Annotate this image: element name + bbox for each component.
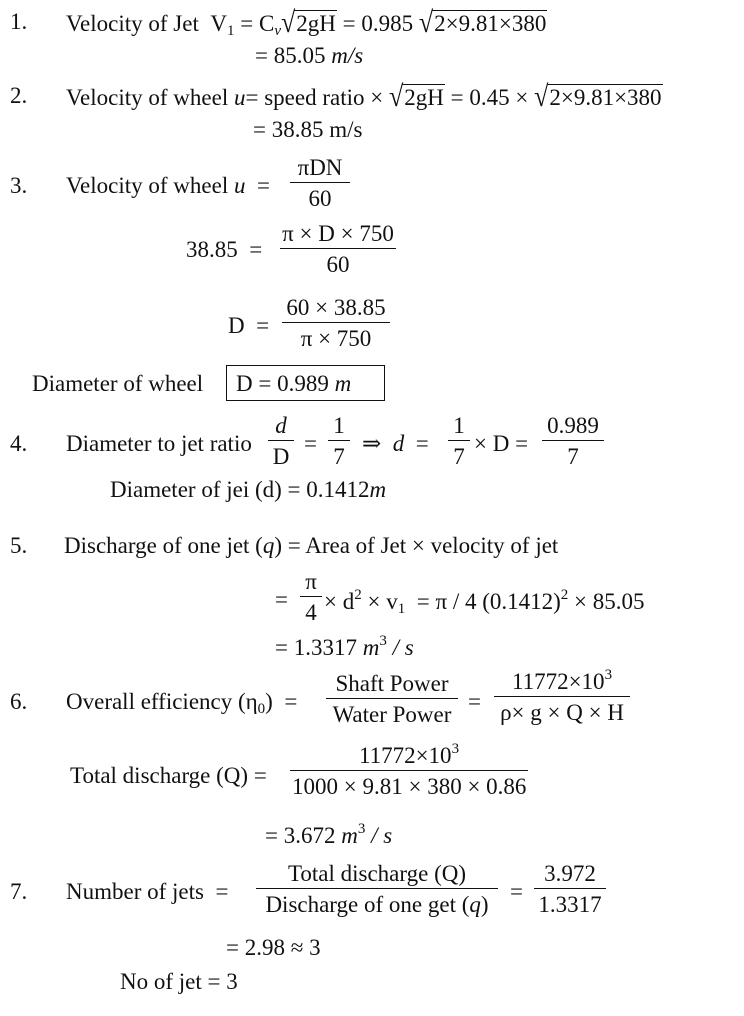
superscript: 3 <box>451 741 460 757</box>
step1-label: Velocity of Jet <box>66 11 199 36</box>
equals: = <box>275 635 288 660</box>
u-symbol: u <box>233 173 246 198</box>
sqrt-sign: √ <box>388 79 404 114</box>
sqrt-expression: 2×9.81×380 <box>434 11 547 36</box>
diameter-label: Diameter of wheel <box>32 371 204 396</box>
numerator: 0.989 <box>547 413 599 438</box>
jet-diameter-label: Diameter of jei (d) <box>110 477 282 502</box>
numerator <box>494 668 630 696</box>
diameter-result <box>236 372 351 395</box>
equals: = <box>253 117 266 142</box>
subscript: v <box>274 23 281 39</box>
velocity-symbol: V <box>210 11 227 36</box>
step2-label: Velocity of wheel <box>66 85 229 110</box>
sqrt-sign: √ <box>418 5 434 40</box>
denominator-text: Discharge of one get ( <box>265 892 470 917</box>
equals: = <box>256 313 270 338</box>
speed-ratio-text: = speed ratio × <box>245 85 384 110</box>
step5-line <box>64 534 558 557</box>
equals: = <box>416 589 430 614</box>
subscript: 1 <box>397 601 406 617</box>
step3-label: Velocity of wheel <box>66 173 229 198</box>
result-value: 1.3317 <box>293 635 357 660</box>
step6-label <box>66 690 297 717</box>
v-term: × v <box>367 589 398 614</box>
fraction-1-7 <box>328 414 350 468</box>
equals: = <box>240 11 254 36</box>
numerator-text: 11772×10 <box>358 743 452 768</box>
sqrt-2gh: 2gH <box>404 85 444 110</box>
fraction-total-one-jet <box>256 862 498 916</box>
result-value: 3 <box>226 969 238 994</box>
u-symbol: u <box>233 85 246 110</box>
step4-number: 4. <box>10 431 28 456</box>
area-velocity-text: = Area of Jet × velocity of jet <box>287 533 559 558</box>
denominator: 7 <box>453 444 465 469</box>
step2-number: 2. <box>10 83 28 108</box>
step7-number: 7. <box>10 879 28 904</box>
step1-line <box>66 5 547 40</box>
numerator <box>290 742 528 770</box>
denominator: 60 <box>326 252 350 277</box>
step7-label <box>66 880 228 903</box>
equals: = <box>226 935 239 960</box>
subscript: 0 <box>257 701 266 717</box>
lhs-value: D <box>236 371 253 396</box>
step4-label: Diameter to jet ratio <box>66 431 252 456</box>
fraction-0989-7 <box>542 414 604 468</box>
denominator: Water Power <box>332 702 452 727</box>
step3-number: 3. <box>10 173 28 198</box>
numerator: 1 <box>333 413 345 438</box>
step2-line <box>66 79 663 114</box>
numerator: 3.972 <box>544 861 596 886</box>
equals: = <box>265 823 278 848</box>
sqrt-expression: 2×9.81×380 <box>549 85 662 110</box>
denominator: π × 750 <box>300 326 372 351</box>
numeric-expression: π / 4 (0.1412) <box>435 589 561 614</box>
fraction-shaft-water <box>326 672 458 726</box>
lhs-value: 38.85 <box>186 237 238 262</box>
number-of-jets-final <box>120 970 238 993</box>
q-symbol: q <box>262 533 275 558</box>
step7-label-text: Number of jets <box>66 879 204 904</box>
numerator: Shaft Power <box>335 671 449 696</box>
paren: ) <box>274 533 283 558</box>
equals: = <box>275 587 288 612</box>
result-value: 3.672 <box>283 823 336 848</box>
equals: = <box>342 11 356 36</box>
numerator: d <box>275 413 287 438</box>
superscript: 2 <box>354 587 362 603</box>
equals: = <box>415 431 429 456</box>
superscript: 3 <box>379 633 387 649</box>
fraction-60x3885-pix750 <box>282 296 390 350</box>
paren: ) <box>265 689 273 714</box>
step1-result <box>255 44 363 67</box>
equals: = <box>468 689 481 714</box>
equals: = <box>249 237 263 262</box>
equals: = <box>304 431 317 456</box>
numerator-text: 11772×10 <box>511 669 605 694</box>
equals: = <box>284 689 298 714</box>
fraction-total-discharge <box>290 742 528 798</box>
superscript: 3 <box>357 821 366 837</box>
step4-implies <box>362 432 429 455</box>
unit: / s <box>392 635 414 660</box>
denominator: D <box>272 444 290 469</box>
numerator: Total discharge (Q) <box>287 861 467 886</box>
implies-arrow: ⇒ <box>362 431 382 456</box>
fraction-3972-13317 <box>534 862 606 916</box>
total-discharge-label: Total discharge (Q) = <box>70 763 267 788</box>
unit: m <box>334 371 352 396</box>
result-value: 2.98 ≈ 3 <box>244 935 321 960</box>
unit: m/s <box>331 43 364 68</box>
step2-result <box>253 118 362 141</box>
equals: = <box>510 879 523 904</box>
denominator: 60 <box>308 186 332 211</box>
fraction-d-D <box>268 414 294 468</box>
equals: = <box>256 173 270 198</box>
subscript: 1 <box>226 23 235 39</box>
fraction-11772-rhogQH <box>494 668 630 724</box>
numeric-expression: × 85.05 <box>574 589 645 614</box>
denominator: ρ× g × Q × H <box>500 700 624 725</box>
equals: = <box>255 43 268 68</box>
denominator: 1000 × 9.81 × 380 × 0.86 <box>292 774 527 799</box>
times-D: × D = <box>474 431 529 456</box>
cv-symbol: C <box>258 11 275 36</box>
step6-label-text: Overall efficiency (η <box>66 689 258 714</box>
lhs-value: D <box>228 313 245 338</box>
unit: m <box>341 823 358 848</box>
equals: = <box>287 477 301 502</box>
unit: / s <box>371 823 393 848</box>
unit: m <box>369 477 387 502</box>
fraction-piDN-60 <box>290 156 350 210</box>
equals: = <box>258 371 272 396</box>
fraction-1-7-b <box>448 414 470 468</box>
result-value: 0.1412 <box>306 477 370 502</box>
jet-diameter-line <box>110 478 386 501</box>
equals: = <box>207 969 221 994</box>
step5-label: Discharge of one jet ( <box>64 533 263 558</box>
coefficient: 0.45 × <box>469 85 529 110</box>
fraction-pi-4 <box>300 570 322 624</box>
paren: ) <box>480 892 489 917</box>
jets-label: No of jet <box>120 969 202 994</box>
numerator: 1 <box>453 413 465 438</box>
numerator: π <box>305 569 317 594</box>
step5-expr <box>324 588 645 617</box>
step6-result <box>265 822 392 847</box>
step7-result <box>226 936 321 959</box>
d-term: × d <box>324 589 355 614</box>
equals: = <box>450 85 464 110</box>
fraction-piD750-60 <box>280 222 396 276</box>
q-symbol: q <box>469 892 481 917</box>
denominator <box>256 889 498 916</box>
numerator: 60 × 38.85 <box>286 295 386 320</box>
step3-eq3-lhs <box>228 314 269 337</box>
step5-number: 5. <box>10 533 28 558</box>
sqrt-2gh: 2gH <box>296 11 336 36</box>
unit: m <box>362 635 380 660</box>
sqrt-sign: √ <box>534 79 549 114</box>
step6-number: 6. <box>10 689 28 714</box>
result-value: 0.989 <box>277 371 329 396</box>
equals: = <box>215 879 229 904</box>
numerator: πDN <box>297 155 343 180</box>
result-value: 85.05 <box>273 43 326 68</box>
coefficient: 0.985 <box>361 11 414 36</box>
d-symbol: d <box>392 431 405 456</box>
numerator: π × D × 750 <box>282 221 394 246</box>
step3-line <box>66 174 270 197</box>
step5-result <box>275 634 414 659</box>
denominator: 7 <box>333 444 345 469</box>
step1-number: 1. <box>10 9 28 34</box>
denominator: 7 <box>567 444 579 469</box>
denominator: 1.3317 <box>538 892 602 917</box>
step3-eq2-lhs <box>186 238 262 261</box>
denominator: 4 <box>305 600 317 625</box>
superscript: 2 <box>560 587 569 603</box>
superscript: 3 <box>604 667 613 683</box>
sqrt-sign: √ <box>280 5 296 40</box>
result-value: 38.85 m/s <box>271 117 363 142</box>
